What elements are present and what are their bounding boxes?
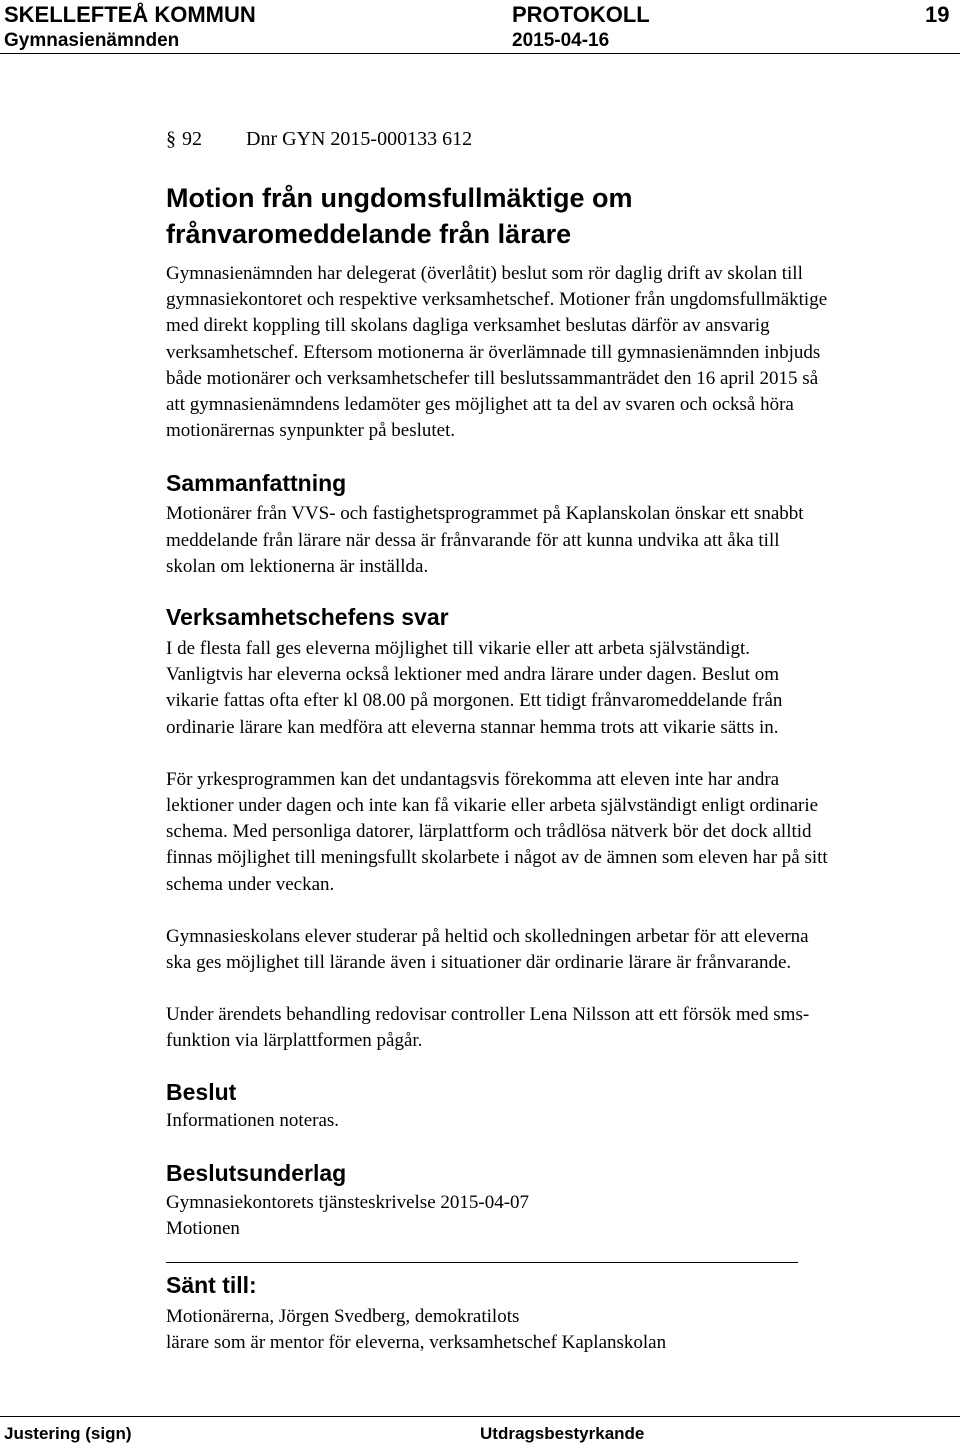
text-line: skolan om lektionerna är inställda. xyxy=(166,555,429,577)
committee-name: Gymnasienämnden xyxy=(4,30,180,51)
municipality-name: SKELLEFTEÅ KOMMUN xyxy=(4,2,256,27)
heading-sant-till: Sänt till: xyxy=(166,1272,257,1299)
text-line: ska ges möjlighet till lärande även i situationer där ordinarie lärare är frånvarande. xyxy=(166,952,792,974)
text-line: Gymnasienämnden har delegerat (överlåtit) beslut som rör daglig drift av skolan till xyxy=(166,263,803,284)
document-type: PROTOKOLL xyxy=(512,2,650,27)
signature-label: Justering (sign) xyxy=(4,1424,132,1443)
text-line: verksamhetschef. Eftersom motionerna är överlämnade till gymnasienämnden inbjuds xyxy=(166,341,821,363)
text-line: gymnasiekontoret och respektive verksamhetschef. Motioner från ungdomsfullmäktige xyxy=(166,289,828,311)
item-title xyxy=(166,180,956,252)
page-footer xyxy=(0,1416,960,1447)
response-paragraph-2 xyxy=(166,767,956,898)
text-line: För yrkesprogrammen kan det undantagsvis förekomma att eleven inte har andra xyxy=(166,768,780,790)
response-paragraph-3 xyxy=(166,924,956,976)
text-line: I de flesta fall ges eleverna möjlighet till vikarie eller att arbeta självständigt. xyxy=(166,638,751,660)
text-line: schema under veckan. xyxy=(166,873,335,895)
document-body xyxy=(166,128,956,1357)
extract-certification-label: Utdragsbestyrkande xyxy=(480,1424,645,1443)
text-line: lektioner under dagen och inte kan få vikarie eller arbeta självständigt enligt ordinarie xyxy=(166,795,819,817)
text-line: funktion via lärplattformen pågår. xyxy=(166,1030,423,1052)
title-line: Motion från ungdomsfullmäktige om xyxy=(166,183,633,213)
heading-verksamhetschefens-svar: Verksamhetschefens svar xyxy=(166,604,449,631)
text-line: Motionärer från VVS- och fastighetsprogrammet på Kaplanskolan önskar ett snabbt xyxy=(166,503,804,525)
text-line: Vanligtvis har eleverna också lektioner med andra lärare under dagen. Beslut om xyxy=(166,664,780,686)
diary-number: Dnr GYN 2015-000133 612 xyxy=(246,128,473,150)
response-paragraph-4 xyxy=(166,1002,956,1054)
text-line: med direkt koppling till skolans dagliga verksamhet beslutas därför av ansvarig xyxy=(166,315,770,337)
heading-beslut: Beslut xyxy=(166,1078,237,1105)
text-line: Gymnasieskolans elever studerar på heltid och skolledningen arbetar för att eleverna xyxy=(166,925,809,947)
response-paragraph-1 xyxy=(166,636,956,741)
meeting-date: 2015-04-16 xyxy=(512,30,610,51)
heading-sammanfattning: Sammanfattning xyxy=(166,470,347,497)
text-line: både motionärer och verksamhetschefer till beslutssammanträdet den 16 april 2015 så xyxy=(166,367,819,389)
section-number: 92 xyxy=(182,128,202,150)
page-number: 19 xyxy=(925,2,950,27)
text-line: Motionärerna, Jörgen Svedberg, demokratilots xyxy=(166,1306,520,1328)
page-header xyxy=(0,0,960,54)
text-line: Under ärendets behandling redovisar controller Lena Nilsson att ett försök med sms- xyxy=(166,1004,810,1026)
text-line: finnas möjlighet till meningsfullt skolarbete i något av de ämnen som eleven har på sitt xyxy=(166,847,828,869)
text-line: Motionen xyxy=(166,1218,240,1240)
section-symbol: § xyxy=(166,128,176,150)
text-line: ordinarie lärare kan medföra att eleverna stannar hemma trots att vikarie sätts in. xyxy=(166,716,779,738)
text-line: meddelande från lärare när dessa är frånvarande för att kunna undvika att åka till xyxy=(166,529,780,551)
text-line: lärare som är mentor för eleverna, verksamhetschef Kaplanskolan xyxy=(166,1332,667,1354)
title-line: frånvaromeddelande från lärare xyxy=(166,219,572,249)
summary-paragraph xyxy=(166,501,956,580)
text-line: Gymnasiekontorets tjänsteskrivelse 2015-04-07 xyxy=(166,1191,530,1213)
distribution-list xyxy=(166,1304,956,1356)
text-line: vikarie fattas ofta efter kl 08.00 på morgonen. Ett tidigt frånvaromeddelande från xyxy=(166,690,783,712)
text-line: motionärernas synpunkter på beslutet. xyxy=(166,420,456,442)
section-reference xyxy=(166,128,956,158)
text-line: schema. Med personliga datorer, lärplattform och trådlösa nätverk bör det dock alltid xyxy=(166,821,812,843)
separator-line xyxy=(166,1262,798,1263)
decision-text: Informationen noteras. xyxy=(166,1109,340,1131)
heading-beslutsunderlag: Beslutsunderlag xyxy=(166,1159,347,1186)
intro-paragraph xyxy=(166,261,956,444)
decision-basis-list xyxy=(166,1190,956,1242)
text-line: att gymnasienämndens ledamöter ges möjlighet att ta del av svaren och också höra xyxy=(166,394,794,416)
